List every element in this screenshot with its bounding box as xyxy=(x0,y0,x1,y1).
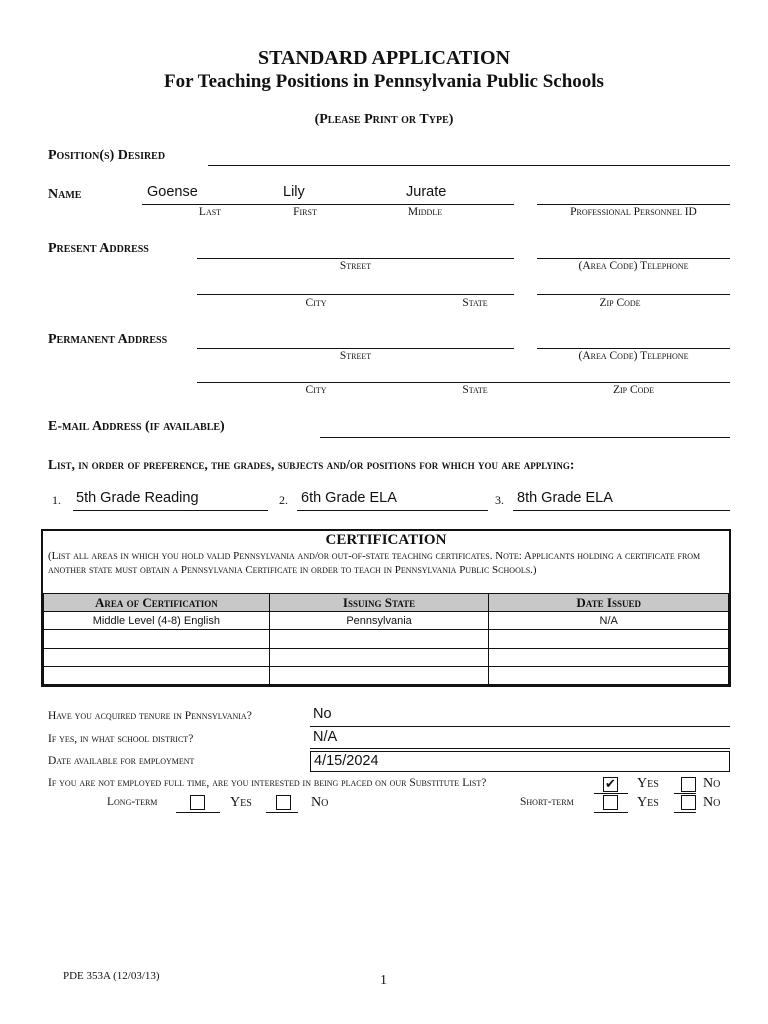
permanent-zip-caption: Zip Code xyxy=(612,384,655,396)
present-phone-field[interactable] xyxy=(537,258,730,259)
present-city-state-field[interactable] xyxy=(197,294,514,295)
available-date-field[interactable] xyxy=(310,751,730,772)
substitute-no-underline xyxy=(674,793,696,794)
preference-3-number: 3. xyxy=(495,493,504,507)
check-mark-icon: ✔ xyxy=(605,776,616,791)
tenure-line xyxy=(310,726,730,727)
long-term-no-label: No xyxy=(311,795,329,810)
cert-date-cell[interactable] xyxy=(489,667,729,685)
last-caption: Last xyxy=(198,206,222,218)
permanent-phone-caption: (Area Code) Telephone xyxy=(578,350,689,362)
long-term-label: Long-term xyxy=(107,796,158,808)
preference-1-number: 1. xyxy=(52,493,61,507)
cert-state-cell[interactable]: Pennsylvania xyxy=(269,612,489,630)
permanent-address-label: Permanent Address xyxy=(48,332,168,347)
permanent-street-caption: Street xyxy=(339,350,372,362)
long-term-yes-label: Yes xyxy=(230,795,252,810)
ppid-field[interactable] xyxy=(537,204,730,205)
short-term-label: Short-term xyxy=(520,796,574,808)
certification-box xyxy=(41,529,731,687)
tenure-label: Have you acquired tenure in Pennsylvania? xyxy=(48,710,252,722)
preference-2-line xyxy=(297,510,488,511)
position-desired-field[interactable] xyxy=(208,165,730,166)
long-term-no-checkbox[interactable] xyxy=(276,795,291,810)
cert-state-cell[interactable] xyxy=(269,649,489,667)
certification-title: CERTIFICATION xyxy=(325,532,447,548)
long-term-no-underline xyxy=(266,812,298,813)
present-street-caption: Street xyxy=(339,260,372,272)
short-term-yes-checkbox[interactable] xyxy=(603,795,618,810)
cert-area-cell[interactable] xyxy=(44,649,270,667)
available-label: Date available for employment xyxy=(48,755,195,767)
cert-date-cell[interactable]: N/A xyxy=(489,612,729,630)
preference-1-line xyxy=(73,510,268,511)
cert-date-cell[interactable] xyxy=(489,630,729,649)
certification-header-row xyxy=(44,594,729,612)
preference-2-value[interactable]: 6th Grade ELA xyxy=(301,490,397,506)
cert-area-cell[interactable] xyxy=(44,630,270,649)
present-street-field[interactable] xyxy=(197,258,514,259)
form-id: PDE 353A (12/03/13) xyxy=(63,970,160,982)
cert-state-cell[interactable] xyxy=(269,667,489,685)
permanent-street-field[interactable] xyxy=(197,348,514,349)
cert-date-cell[interactable] xyxy=(489,649,729,667)
substitute-yes-label: Yes xyxy=(637,776,659,791)
email-field[interactable] xyxy=(320,437,730,438)
table-row xyxy=(44,667,729,685)
last-name-value[interactable]: Goense xyxy=(147,184,198,200)
cert-area-cell[interactable]: Middle Level (4-8) English xyxy=(44,612,270,630)
form-title: STANDARD APPLICATION xyxy=(257,47,511,69)
substitute-yes-underline xyxy=(594,793,628,794)
short-term-no-underline xyxy=(674,812,696,813)
permanent-phone-field[interactable] xyxy=(537,348,730,349)
table-row xyxy=(44,649,729,667)
present-zip-field[interactable] xyxy=(537,294,730,295)
print-instruction: (Please Print or Type) xyxy=(314,112,454,127)
name-field-line xyxy=(142,204,514,205)
form-subtitle: For Teaching Positions in Pennsylvania Public Schools xyxy=(164,71,604,92)
preferences-label: List, in order of preference, the grades, subjects and/or positions for which you are applying: xyxy=(48,457,575,472)
ppid-caption: Professional Personnel ID xyxy=(570,206,697,218)
preference-1-value[interactable]: 5th Grade Reading xyxy=(76,490,199,506)
first-caption: First xyxy=(293,206,317,218)
present-phone-caption: (Area Code) Telephone xyxy=(578,260,689,272)
area-header: Area of Certification xyxy=(44,594,270,612)
position-desired-label: Position(s) Desired xyxy=(48,148,166,163)
preference-3-value[interactable]: 8th Grade ELA xyxy=(517,490,613,506)
certification-table xyxy=(43,593,729,685)
cert-state-cell[interactable] xyxy=(269,630,489,649)
cert-area-cell[interactable] xyxy=(44,667,270,685)
short-term-yes-underline xyxy=(594,812,628,813)
page-number: 1 xyxy=(380,973,387,988)
permanent-state-caption: State xyxy=(462,384,488,396)
table-row xyxy=(44,630,729,649)
short-term-no-label: No xyxy=(703,795,721,810)
substitute-no-label: No xyxy=(703,776,721,791)
name-label: Name xyxy=(48,187,82,202)
district-value[interactable]: N/A xyxy=(313,729,338,745)
permanent-city-state-zip-field[interactable] xyxy=(197,382,730,383)
available-date-value: 4/15/2024 xyxy=(314,753,379,769)
middle-name-value[interactable]: Jurate xyxy=(406,184,447,200)
tenure-value[interactable]: No xyxy=(313,706,332,722)
short-term-no-checkbox[interactable] xyxy=(681,795,696,810)
long-term-yes-underline xyxy=(176,812,220,813)
substitute-label: If you are not employed full time, are you interested in being placed on our Substitute List? xyxy=(48,777,487,789)
long-term-yes-checkbox[interactable] xyxy=(190,795,205,810)
state-header: Issuing State xyxy=(269,594,489,612)
permanent-city-caption: City xyxy=(305,384,327,396)
preference-2-number: 2. xyxy=(279,493,288,507)
present-zip-caption: Zip Code xyxy=(599,297,641,309)
present-address-label: Present Address xyxy=(48,241,149,256)
short-term-yes-label: Yes xyxy=(637,795,659,810)
certification-note: (List all areas in which you hold valid Pennsylvania and/or out-of-state teaching certificates. Note: Applicants holding a certificate from another state must obtain a Pennsylvania Certificate in order to teach in Pennsylvania Public Schools.) xyxy=(48,550,701,576)
district-line xyxy=(310,748,730,749)
middle-caption: Middle xyxy=(407,206,443,218)
present-state-caption: State xyxy=(462,297,488,309)
preference-3-line xyxy=(513,510,730,511)
first-name-value[interactable]: Lily xyxy=(283,184,305,200)
present-city-caption: City xyxy=(305,297,327,309)
substitute-no-checkbox[interactable] xyxy=(681,777,696,792)
district-label: If yes, in what school district? xyxy=(48,733,194,745)
table-row xyxy=(44,612,729,630)
email-label: E-mail Address (if available) xyxy=(48,419,225,434)
date-header: Date Issued xyxy=(489,594,729,612)
substitute-yes-checkbox[interactable] xyxy=(603,777,618,792)
